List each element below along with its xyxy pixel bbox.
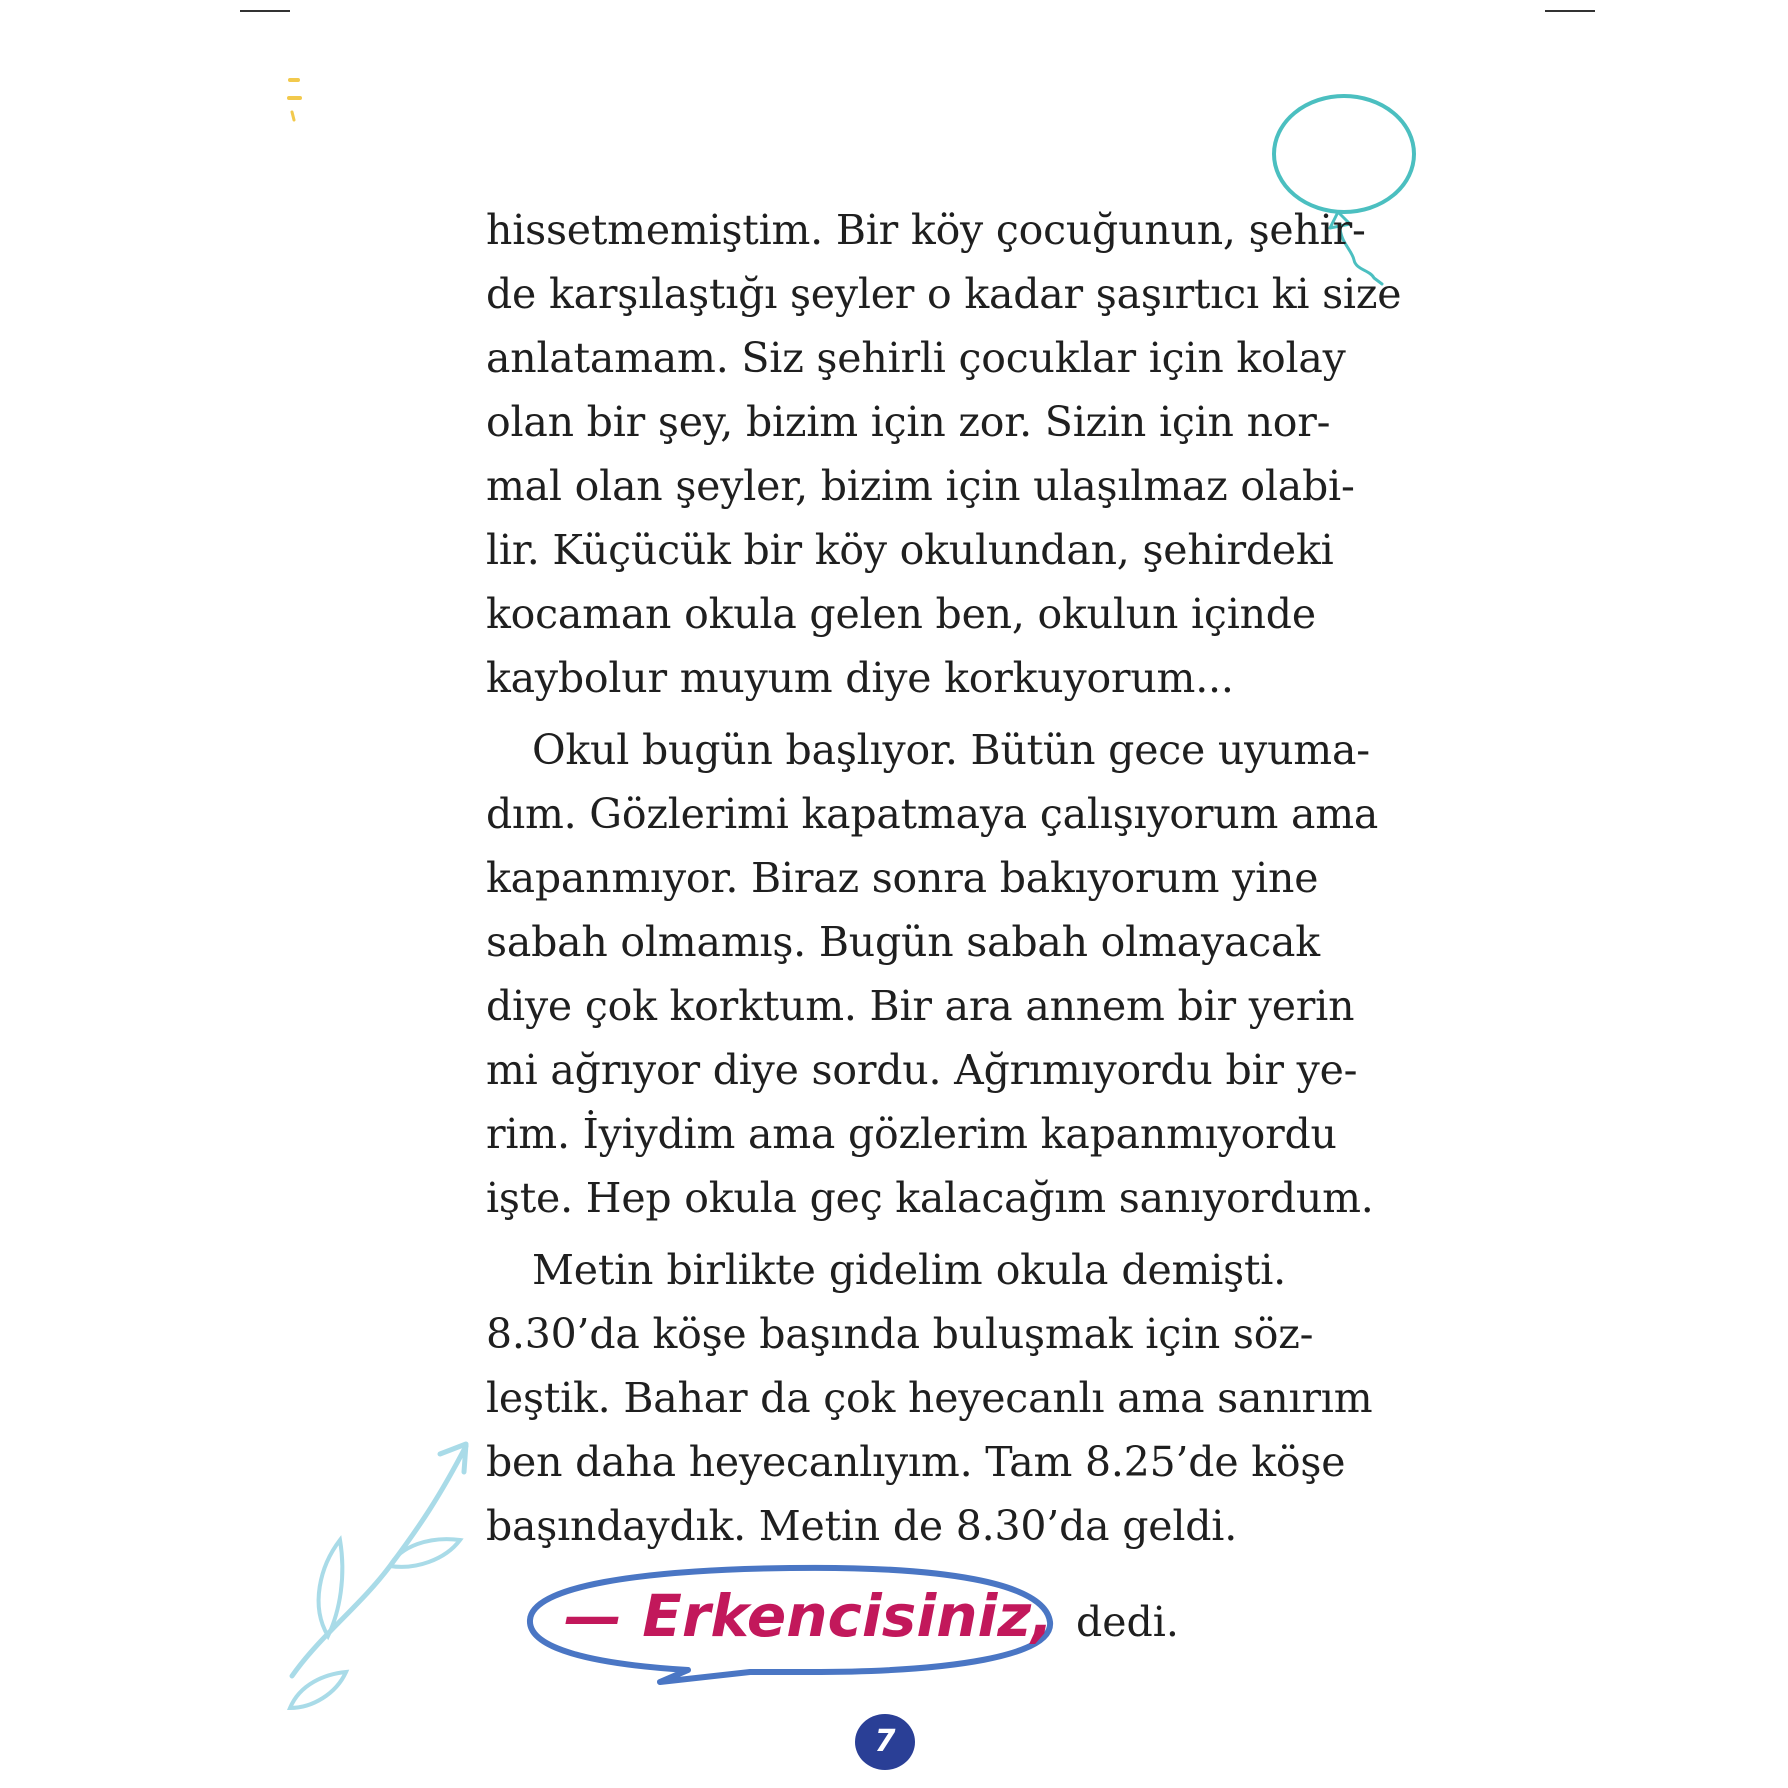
text-line: işte. Hep okula geç kalacağım sanıyordum. bbox=[486, 1174, 1374, 1222]
text-line: dım. Gözlerimi kapatmaya çalışıyorum ama bbox=[486, 790, 1379, 838]
text-line: kocaman okula gelen ben, okulun içinde bbox=[486, 590, 1316, 638]
balloon-icon bbox=[1270, 92, 1440, 292]
text-line: mal olan şeyler, bizim için ulaşılmaz olabi- bbox=[486, 462, 1355, 510]
text-line: Metin birlikte gidelim okula demişti. bbox=[532, 1246, 1286, 1294]
text-line: başındaydık. Metin de 8.30’da geldi. bbox=[486, 1502, 1238, 1550]
dialogue-speech: — Erkencisiniz, bbox=[564, 1582, 1054, 1650]
text-line: rim. İyiydim ama gözlerim kapanmıyordu bbox=[486, 1110, 1337, 1158]
text-line: anlatamam. Siz şehirli çocuklar için kolay bbox=[486, 334, 1346, 382]
paragraph-3 bbox=[486, 1238, 1373, 1558]
text-line: sabah olmamış. Bugün sabah olmayacak bbox=[486, 918, 1320, 966]
text-line: 8.30’da köşe başında buluşmak için söz- bbox=[486, 1310, 1314, 1358]
text-line: mi ağrıyor diye sordu. Ağrımıyordu bir ye- bbox=[486, 1046, 1358, 1094]
text-line: olan bir şey, bizim için zor. Sizin için nor- bbox=[486, 398, 1331, 446]
text-line: hissetmemiştim. Bir köy çocuğunun, şehir- bbox=[486, 206, 1366, 254]
crop-mark-right bbox=[1545, 10, 1595, 12]
text-line: diye çok korktum. Bir ara annem bir yerin bbox=[486, 982, 1355, 1030]
vine-arrow-icon bbox=[280, 1436, 480, 1726]
crop-mark-left bbox=[240, 10, 290, 12]
page-number: 7 bbox=[855, 1714, 915, 1770]
text-line: leştik. Bahar da çok heyecanlı ama sanırım bbox=[486, 1374, 1373, 1422]
body-text bbox=[486, 198, 1402, 1558]
confetti-icon bbox=[286, 76, 306, 126]
text-line: ben daha heyecanlıyım. Tam 8.25’de köşe bbox=[486, 1438, 1346, 1486]
text-line: de karşılaştığı şeyler o kadar şaşırtıcı ki size bbox=[486, 270, 1402, 318]
text-line: kaybolur muyum diye korkuyorum... bbox=[486, 654, 1234, 702]
paragraph-1 bbox=[486, 198, 1402, 710]
text-line: kapanmıyor. Biraz sonra bakıyorum yine bbox=[486, 854, 1319, 902]
text-line: Okul bugün başlıyor. Bütün gece uyuma- bbox=[532, 726, 1370, 774]
paragraph-2 bbox=[486, 718, 1379, 1230]
text-line: lir. Küçücük bir köy okulundan, şehirdeki bbox=[486, 526, 1334, 574]
dialogue-tag: dedi. bbox=[1076, 1598, 1179, 1646]
speech-bubble bbox=[520, 1560, 1060, 1690]
